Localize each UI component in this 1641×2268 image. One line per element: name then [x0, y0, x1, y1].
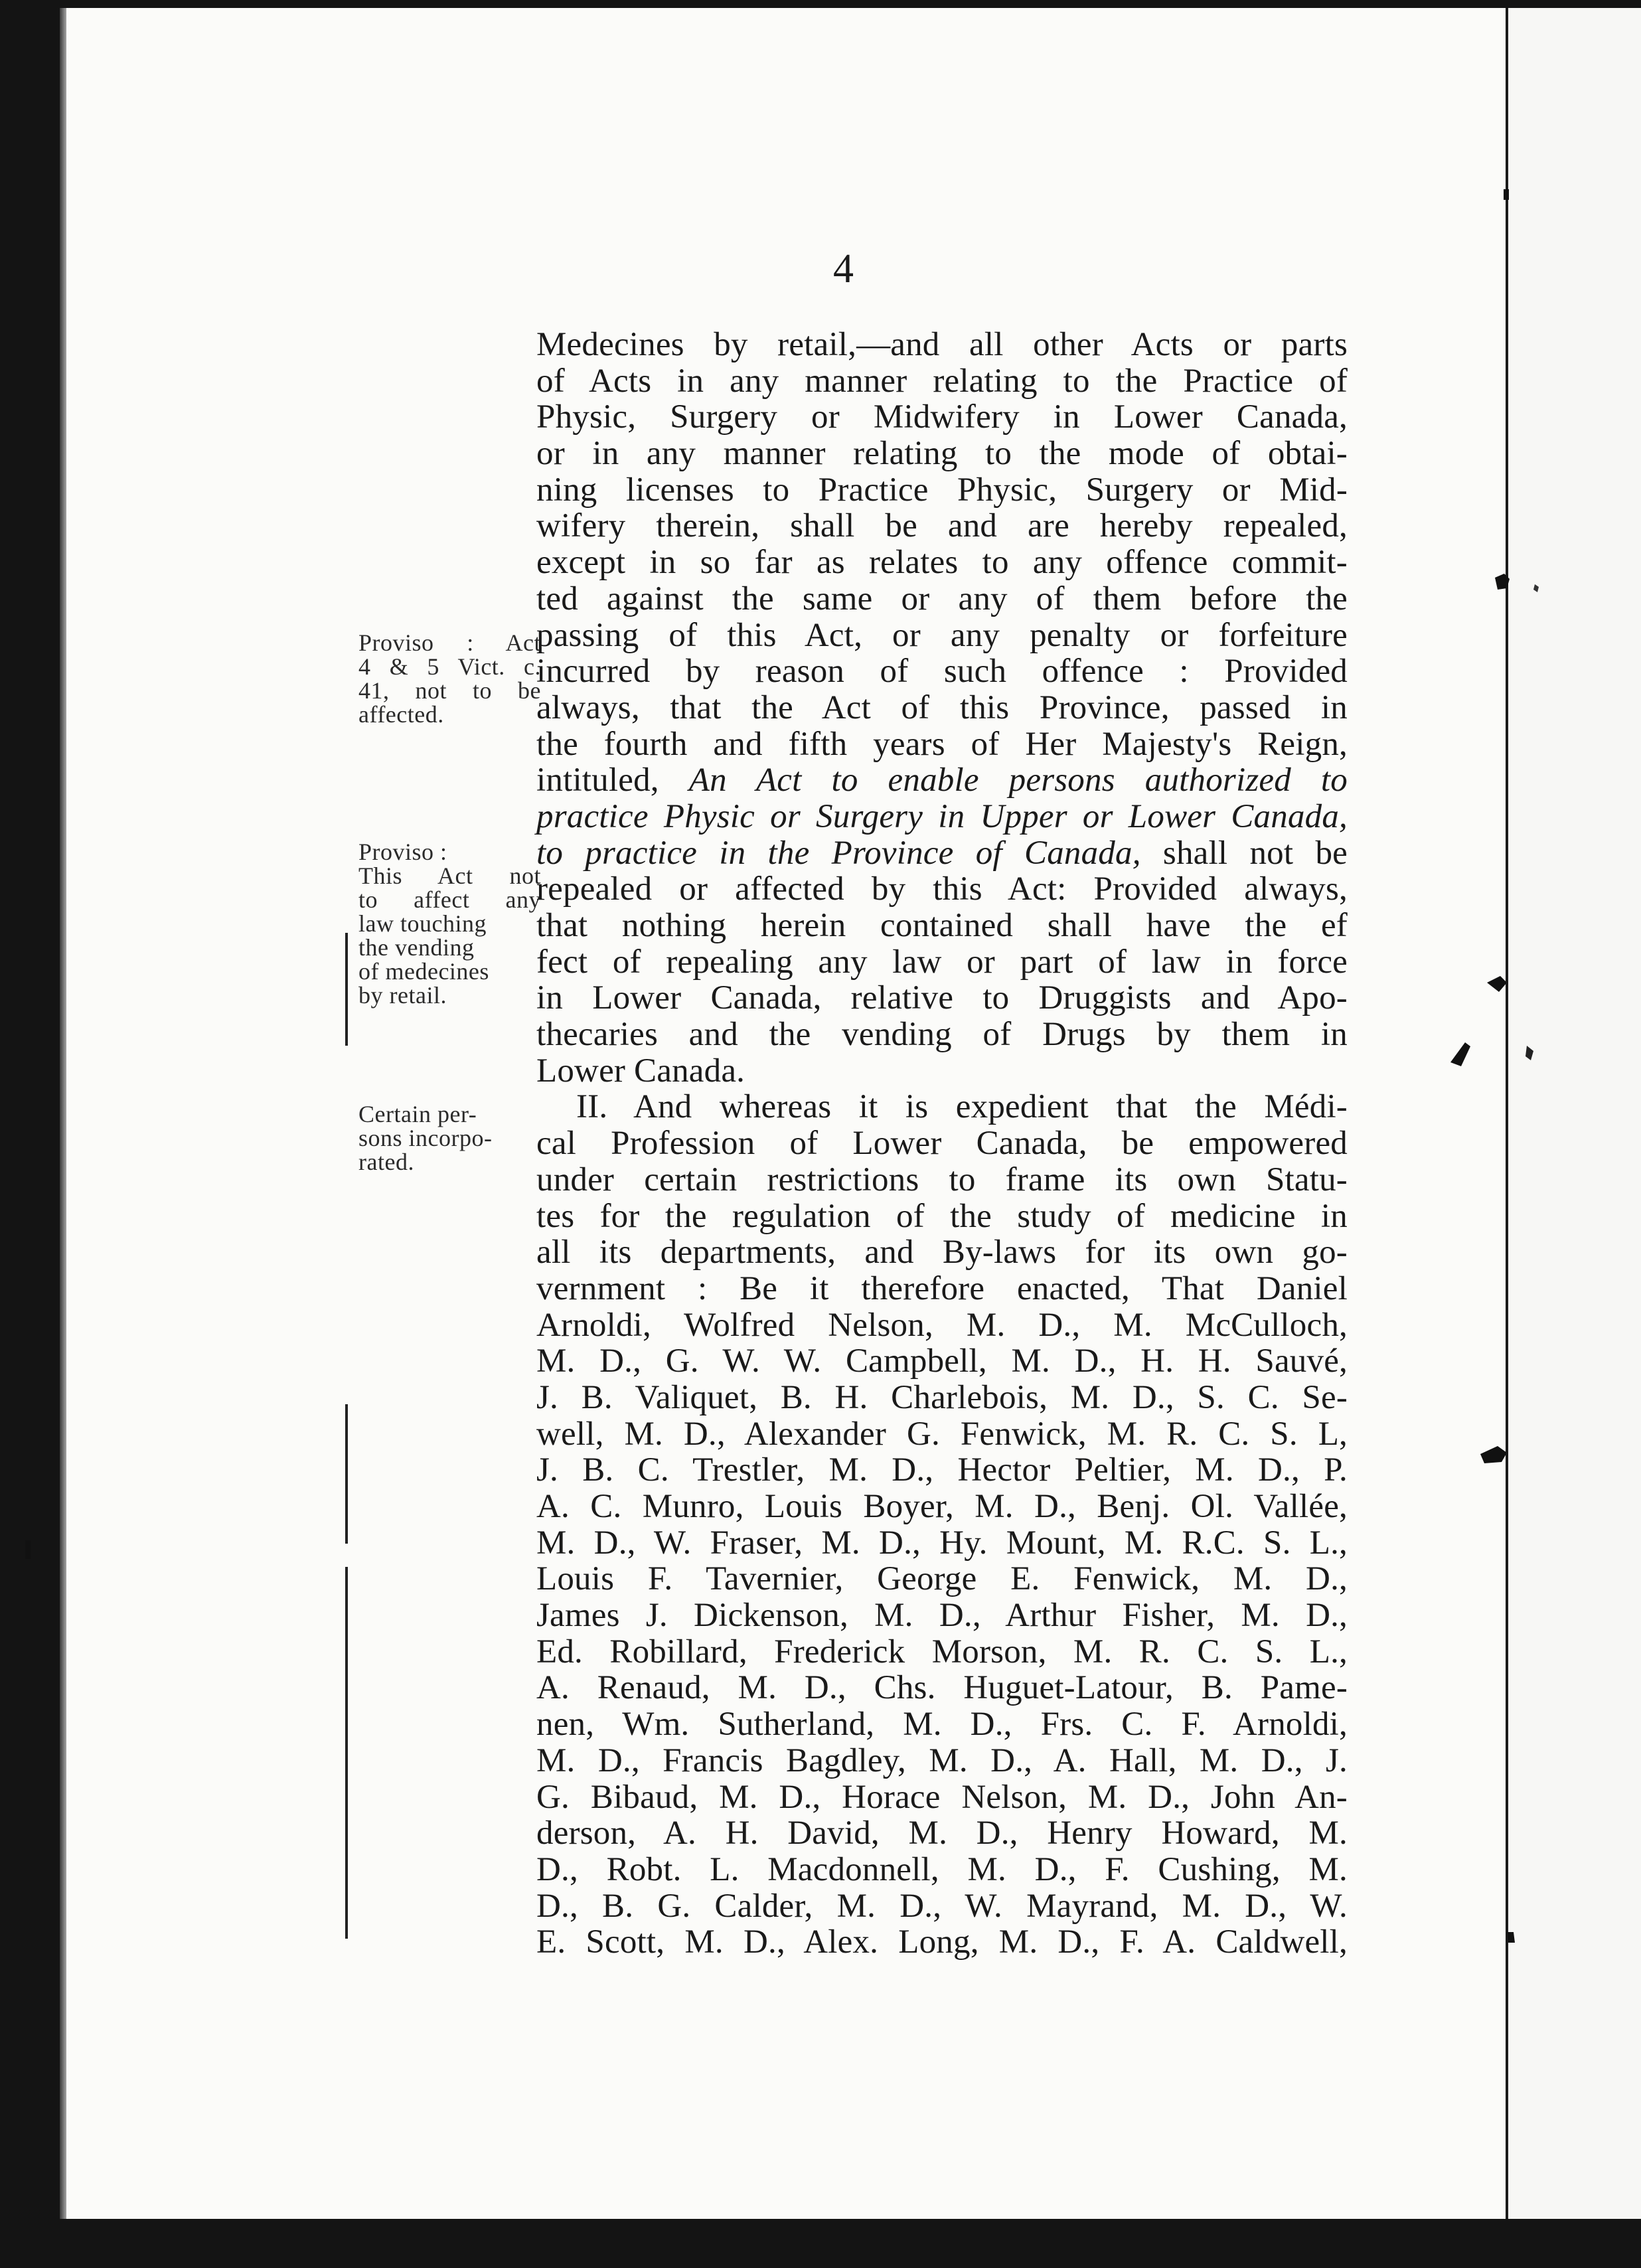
ink-speck: [1480, 1446, 1507, 1463]
text-line: all its departments, and By-laws for its own go-: [536, 1234, 1348, 1271]
text-line: thecaries and the vending of Drugs by them in: [536, 1016, 1348, 1054]
margin-note-line: 4 & 5 Vict. c.: [358, 653, 541, 680]
margin-note-line: law touching: [358, 910, 487, 937]
text-line: cal Profession of Lower Canada, be empowered: [536, 1125, 1348, 1163]
text-line: A. Renaud, M. D., Chs. Huguet-Latour, B. Pame-: [536, 1669, 1348, 1707]
text-line: Lower Canada.: [536, 1052, 745, 1090]
text-line: fect of repealing any law or part of law in force: [536, 943, 1348, 981]
ink-speck: [1525, 1046, 1533, 1060]
margin-note-line: rated.: [358, 1149, 414, 1175]
text-line: J. B. C. Trestler, M. D., Hector Peltier, M. D., P.: [536, 1451, 1348, 1489]
text-line: G. Bibaud, M. D., Horace Nelson, M. D., John An-: [536, 1778, 1348, 1816]
ink-speck: [1495, 574, 1510, 590]
margin-note-line: Proviso : Act: [358, 629, 541, 656]
ink-speck: [1450, 1042, 1470, 1066]
text-line: passing of this Act, or any penalty or forfeiture: [536, 616, 1348, 654]
text-line: Physic, Surgery or Midwifery in Lower Canada,: [536, 398, 1348, 436]
page-number: 4: [833, 246, 854, 291]
text-line: in Lower Canada, relative to Druggists and Apo-: [536, 979, 1348, 1017]
ink-speck: [1507, 1932, 1515, 1943]
ink-speck: [25, 1540, 31, 1559]
margin-note-line: Proviso :: [358, 839, 447, 865]
text-line: II. And whereas it is expedient that the Médi-: [576, 1088, 1348, 1126]
text-line: vernment : Be it therefore enacted, That Daniel: [536, 1269, 1348, 1307]
margin-note-line: This Act not: [358, 862, 541, 889]
text-line: Ed. Robillard, Frederick Morson, M. R. C. S. L.,: [536, 1633, 1348, 1670]
margin-note-line: Certain per-: [358, 1101, 477, 1127]
margin-note-line: 41, not to be: [358, 677, 541, 704]
text-line: tes for the regulation of the study of medicine in: [536, 1197, 1348, 1235]
text-run: intituled,: [536, 762, 689, 799]
text-line: A. C. Munro, Louis Boyer, M. D., Benj. Ol. Vallée,: [536, 1488, 1348, 1525]
text-line: ted against the same or any of them before the: [536, 580, 1348, 617]
text-line: the fourth and fifth years of Her Majesty's Reign,: [536, 725, 1348, 763]
text-line: Arnoldi, Wolfred Nelson, M. D., M. McCulloch,: [536, 1306, 1348, 1344]
ink-speck: [1504, 189, 1509, 200]
act-title-italic: An Act to enable persons authorized to: [688, 762, 1348, 799]
text-line: D., B. G. Calder, M. D., W. Mayrand, M. D., W.: [536, 1887, 1348, 1925]
text-line: that nothing herein contained shall have the ef: [536, 907, 1348, 944]
text-line: M. D., G. W. W. Campbell, M. D., H. H. Sauvé,: [536, 1342, 1348, 1380]
text-line: M. D., W. Fraser, M. D., Hy. Mount, M. R.C. S. L.,: [536, 1524, 1348, 1562]
margin-note-line: of medecines: [358, 958, 489, 985]
ink-speck: [1533, 584, 1539, 592]
text-line: under certain restrictions to frame its own Statu-: [536, 1161, 1348, 1198]
text-line: or in any manner relating to the mode of obtai-: [536, 435, 1348, 473]
text-line: derson, A. H. David, M. D., Henry Howard, M.: [536, 1815, 1348, 1852]
margin-note-line: the vending: [358, 934, 475, 961]
text-line: nen, Wm. Sutherland, M. D., Frs. C. F. Arnoldi,: [536, 1706, 1348, 1743]
text-line: well, M. D., Alexander G. Fenwick, M. R. C. S. L,: [536, 1415, 1348, 1453]
ink-speck: [1487, 976, 1507, 992]
text-line: wifery therein, shall be and are hereby repealed,: [536, 507, 1348, 545]
margin-note-line: affected.: [358, 701, 444, 728]
text-line-italic: practice Physic or Surgery in Upper or Lower Canada,: [536, 797, 1348, 835]
text-line: of Acts in any manner relating to the Practice of: [536, 362, 1348, 400]
text-line: Medecines by retail,—and all other Acts or parts: [536, 326, 1348, 363]
text-line: except in so far as relates to any offence commit-: [536, 544, 1348, 582]
text-line: E. Scott, M. D., Alex. Long, M. D., F. A. Caldwell,: [536, 1923, 1348, 1961]
text-line: repealed or affected by this Act: Provided always,: [536, 870, 1348, 908]
text-line: always, that the Act of this Province, passed in: [536, 688, 1348, 726]
text-run: shall not be: [1140, 834, 1348, 872]
text-line: J. B. Valiquet, B. H. Charlebois, M. D., S. C. Se-: [536, 1378, 1348, 1416]
text-line: incurred by reason of such offence : Provided: [536, 653, 1348, 690]
text-line: M. D., Francis Bagdley, M. D., A. Hall, M. D., J.: [536, 1742, 1348, 1779]
text-line: James J. Dickenson, M. D., Arthur Fisher, M. D.,: [536, 1597, 1348, 1635]
text-line: Louis F. Tavernier, George E. Fenwick, M. D.,: [536, 1560, 1348, 1598]
margin-note-line: by retail.: [358, 982, 447, 1009]
margin-note-line: sons incorpo-: [358, 1125, 493, 1151]
act-title-italic: to practice in the Province of Canada,: [536, 834, 1141, 872]
text-line: D., Robt. L. Macdonnell, M. D., F. Cushing, M.: [536, 1850, 1348, 1888]
text-line: ning licenses to Practice Physic, Surgery or Mid-: [536, 471, 1348, 509]
margin-note-line: to affect any: [358, 886, 541, 913]
